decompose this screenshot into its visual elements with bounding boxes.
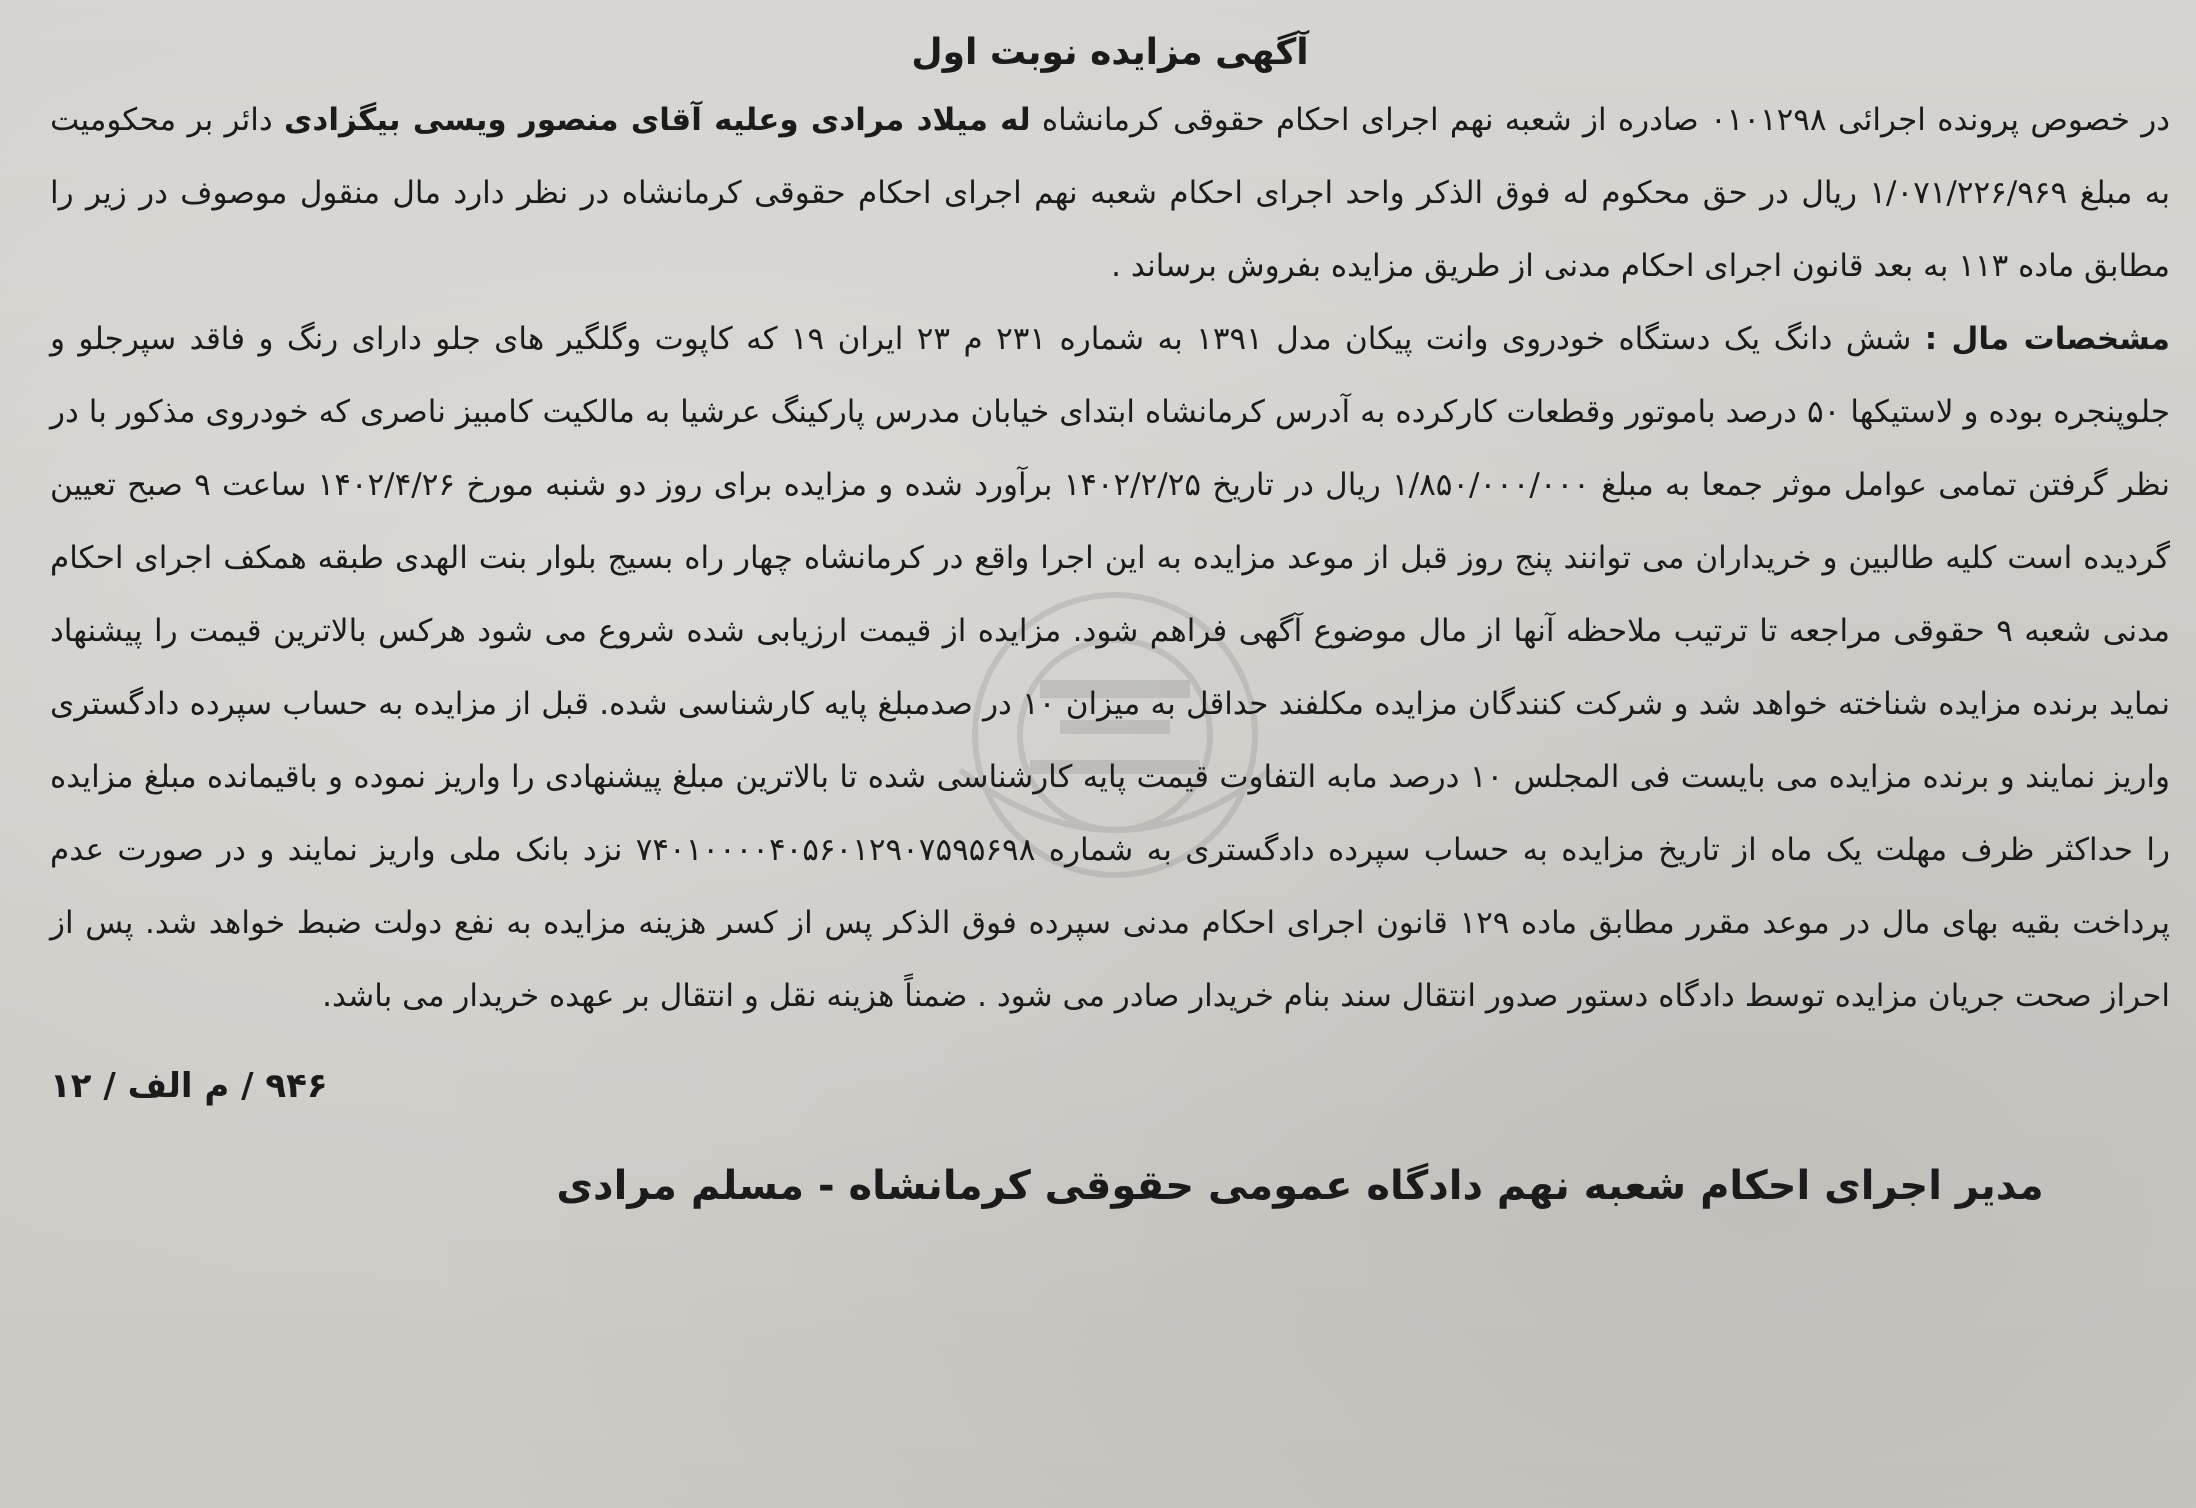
case-intro-text: در خصوص پرونده اجرائی ۰۱۰۱۲۹۸ صادره از شعبه نهم اجرای احکام حقوقی کرمانشاه [1030,102,2171,138]
case-judgment-text: دائر بر محکومیت به مبلغ ۱/۰۷۱/۲۲۶/۹۶۹ ریال در حق محکوم له فوق الذکر واحد اجرای احکام شعبه نهم اجرای احکام حقوقی کرمانشاه در نظر دارد مال منقول موصوف در زیر را مطابق ماده ۱۱۳ به بعد قانون اجرای احکام مدنی از طریق مزایده بفروش برساند . [50,102,2170,284]
case-parties-text: له میلاد مرادی وعلیه آقای منصور ویسی بیگزادی [284,102,1031,138]
property-specs-label: مشخصات مال : [1924,321,2170,357]
notice-title: آگهی مزایده نوبت اول [911,32,1309,73]
property-specs-text: شش دانگ یک دستگاه خودروی وانت پیکان مدل ۱۳۹۱ به شماره ۲۳۱ م ۲۳ ایران ۱۹ که کاپوت وگلگیر های جلو دارای رنگ و فاقد سپرجلو و جلوپنجره بوده و لاستیکها ۵۰ درصد باموتور وقطعات کارکرده به آدرس کرمانشاه ابتدای خیابان مدرس پارکینگ عرشیا به مالکیت کامبیز ناصری که خودروی مذکور با در نظر گرفتن تمامی عوامل موثر جمعا به مبلغ ۱/۸۵۰/۰۰۰/۰۰۰ ریال در تاریخ ۱۴۰۲/۲/۲۵ برآورد شده و مزایده برای روز دو شنبه مورخ ۱۴۰۲/۴/۲۶ ساعت ۹ صبح تعیین گردیده است کلیه طالبین و خریداران می توانند پنج روز قبل از موعد مزایده به این اجرا واقع در کرمانشاه چهار راه بسیج بلوار بنت الهدی طبقه همکف اجرای احکام مدنی شعبه ۹ حقوقی مراجعه تا ترتیب ملاحظه آنها از مال موضوع آگهی فراهم شود. مزایده از قیمت ارزیابی شده شروع می شود هرکس بالاترین قیمت را پیشنهاد نماید برنده مزایده شناخته خواهد شد و شرکت کنندگان مزایده مکلفند حداقل به میزان ۱۰ در صدمبلغ پایه کارشناسی شده. قبل از مزایده به حساب سپرده دادگستری واریز نمایند و برنده مزایده می بایست فی المجلس ۱۰ درصد مابه التفاوت قیمت پایه کارشناسی شده تا بالاترین مبلغ پیشنهادی را واریز نموده و باقیمانده مبلغ مزایده را حداکثر ظرف مهلت یک ماه از تاریخ مزایده به حساب سپرده دادگستری به شماره ۷۴۰۱۰۰۰۰۴۰۵۶۰۱۲۹۰۷۵۹۵۶۹۸ نزد بانک ملی واریز نمایند و در صورت عدم پرداخت بقیه بهای مال در موعد مقرر مطابق ماده ۱۲۹ قانون اجرای احکام مدنی سپرده فوق الذکر پس از کسر هزینه مزایده به نفع دولت ضبط خواهد شد. پس از احراز صحت جریان مزایده توسط دادگاه دستور صدور انتقال سند بنام خریدار صادر می شود . ضمناً هزینه نقل و انتقال بر عهده خریدار می باشد. [50,321,2171,1014]
property-specs-paragraph [50,303,2170,1033]
notice-reference-number: ۹۴۶ / م الف / ۱۲ [50,1066,328,1106]
case-paragraph [50,84,2170,303]
signature-line: مدیر اجرای احکام شعبه نهم دادگاه عمومی حقوقی کرمانشاه - مسلم مرادی [556,1163,2044,1209]
notice-body [50,22,2170,1221]
